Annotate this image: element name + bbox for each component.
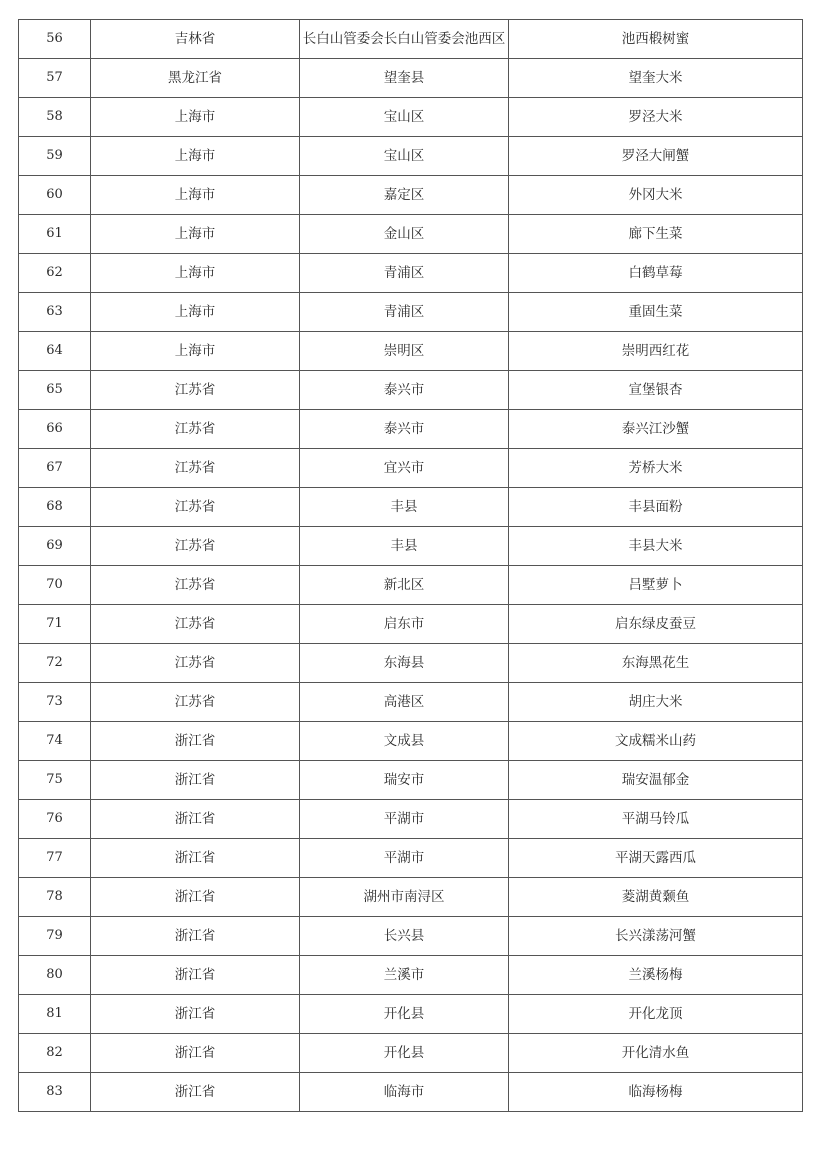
row-number: 80 (19, 956, 91, 995)
product-cell: 平湖天露西瓜 (509, 839, 803, 878)
district-cell: 丰县 (300, 527, 509, 566)
table-row (19, 644, 803, 683)
province-cell: 江苏省 (91, 527, 300, 566)
product-cell: 平湖马铃瓜 (509, 800, 803, 839)
province-cell: 浙江省 (91, 722, 300, 761)
province-cell: 浙江省 (91, 1034, 300, 1073)
district-cell: 丰县 (300, 488, 509, 527)
row-number: 59 (19, 137, 91, 176)
district-cell: 启东市 (300, 605, 509, 644)
table-row (19, 839, 803, 878)
product-cell: 瑞安温郁金 (509, 761, 803, 800)
product-cell: 兰溪杨梅 (509, 956, 803, 995)
table-row (19, 917, 803, 956)
product-cell: 池西椴树蜜 (509, 20, 803, 59)
district-cell: 宝山区 (300, 137, 509, 176)
product-cell: 开化清水鱼 (509, 1034, 803, 1073)
table-row (19, 878, 803, 917)
row-number: 65 (19, 371, 91, 410)
row-number: 58 (19, 98, 91, 137)
table-row (19, 1073, 803, 1112)
product-cell: 罗泾大闸蟹 (509, 137, 803, 176)
district-cell: 长白山管委会长白山管委会池西区 (300, 20, 509, 59)
row-number: 81 (19, 995, 91, 1034)
table-row (19, 956, 803, 995)
product-cell: 罗泾大米 (509, 98, 803, 137)
province-cell: 上海市 (91, 176, 300, 215)
district-cell: 平湖市 (300, 839, 509, 878)
table-row (19, 1034, 803, 1073)
product-cell: 文成糯米山药 (509, 722, 803, 761)
table-row (19, 995, 803, 1034)
province-cell: 上海市 (91, 293, 300, 332)
district-cell: 崇明区 (300, 332, 509, 371)
table-row (19, 254, 803, 293)
province-cell: 上海市 (91, 98, 300, 137)
province-cell: 浙江省 (91, 761, 300, 800)
row-number: 64 (19, 332, 91, 371)
row-number: 66 (19, 410, 91, 449)
district-cell: 湖州市南浔区 (300, 878, 509, 917)
row-number: 69 (19, 527, 91, 566)
table-row (19, 332, 803, 371)
product-cell: 白鹤草莓 (509, 254, 803, 293)
product-cell: 吕墅萝卜 (509, 566, 803, 605)
product-cell: 宣堡银杏 (509, 371, 803, 410)
row-number: 67 (19, 449, 91, 488)
product-table (18, 19, 803, 1112)
product-cell: 崇明西红花 (509, 332, 803, 371)
product-cell: 廊下生菜 (509, 215, 803, 254)
row-number: 76 (19, 800, 91, 839)
province-cell: 江苏省 (91, 566, 300, 605)
province-cell: 江苏省 (91, 644, 300, 683)
product-cell: 泰兴江沙蟹 (509, 410, 803, 449)
table-body (19, 20, 803, 1112)
province-cell: 浙江省 (91, 800, 300, 839)
district-cell: 高港区 (300, 683, 509, 722)
district-cell: 东海县 (300, 644, 509, 683)
product-cell: 望奎大米 (509, 59, 803, 98)
district-cell: 青浦区 (300, 293, 509, 332)
province-cell: 浙江省 (91, 917, 300, 956)
district-cell: 开化县 (300, 1034, 509, 1073)
product-cell: 外冈大米 (509, 176, 803, 215)
district-cell: 平湖市 (300, 800, 509, 839)
product-cell: 长兴漾荡河蟹 (509, 917, 803, 956)
table-row (19, 371, 803, 410)
province-cell: 江苏省 (91, 488, 300, 527)
product-cell: 东海黑花生 (509, 644, 803, 683)
district-cell: 文成县 (300, 722, 509, 761)
table-row (19, 722, 803, 761)
district-cell: 宜兴市 (300, 449, 509, 488)
province-cell: 浙江省 (91, 995, 300, 1034)
province-cell: 上海市 (91, 137, 300, 176)
product-cell: 临海杨梅 (509, 1073, 803, 1112)
product-cell: 丰县面粉 (509, 488, 803, 527)
province-cell: 黑龙江省 (91, 59, 300, 98)
province-cell: 江苏省 (91, 371, 300, 410)
table-row (19, 215, 803, 254)
province-cell: 浙江省 (91, 839, 300, 878)
province-cell: 上海市 (91, 332, 300, 371)
row-number: 74 (19, 722, 91, 761)
product-cell: 芳桥大米 (509, 449, 803, 488)
table-row (19, 683, 803, 722)
product-cell: 启东绿皮蚕豆 (509, 605, 803, 644)
table-row (19, 176, 803, 215)
district-cell: 宝山区 (300, 98, 509, 137)
table-row (19, 137, 803, 176)
row-number: 73 (19, 683, 91, 722)
table-row (19, 98, 803, 137)
province-cell: 吉林省 (91, 20, 300, 59)
district-cell: 长兴县 (300, 917, 509, 956)
row-number: 77 (19, 839, 91, 878)
table-row (19, 800, 803, 839)
province-cell: 上海市 (91, 254, 300, 293)
district-cell: 望奎县 (300, 59, 509, 98)
row-number: 61 (19, 215, 91, 254)
row-number: 71 (19, 605, 91, 644)
row-number: 72 (19, 644, 91, 683)
table-row (19, 761, 803, 800)
province-cell: 浙江省 (91, 1073, 300, 1112)
row-number: 56 (19, 20, 91, 59)
district-cell: 嘉定区 (300, 176, 509, 215)
table-row (19, 527, 803, 566)
row-number: 57 (19, 59, 91, 98)
row-number: 79 (19, 917, 91, 956)
row-number: 83 (19, 1073, 91, 1112)
table-row (19, 59, 803, 98)
table-row (19, 449, 803, 488)
table-row (19, 410, 803, 449)
province-cell: 上海市 (91, 215, 300, 254)
row-number: 60 (19, 176, 91, 215)
product-cell: 胡庄大米 (509, 683, 803, 722)
district-cell: 新北区 (300, 566, 509, 605)
district-cell: 泰兴市 (300, 410, 509, 449)
district-cell: 瑞安市 (300, 761, 509, 800)
table-row (19, 566, 803, 605)
table-row (19, 488, 803, 527)
province-cell: 浙江省 (91, 956, 300, 995)
product-cell: 菱湖黄颡鱼 (509, 878, 803, 917)
product-cell: 开化龙顶 (509, 995, 803, 1034)
province-cell: 江苏省 (91, 410, 300, 449)
district-cell: 兰溪市 (300, 956, 509, 995)
row-number: 68 (19, 488, 91, 527)
province-cell: 江苏省 (91, 605, 300, 644)
row-number: 63 (19, 293, 91, 332)
table-row (19, 20, 803, 59)
product-cell: 重固生菜 (509, 293, 803, 332)
district-cell: 泰兴市 (300, 371, 509, 410)
province-cell: 浙江省 (91, 878, 300, 917)
row-number: 75 (19, 761, 91, 800)
district-cell: 金山区 (300, 215, 509, 254)
table-row (19, 605, 803, 644)
province-cell: 江苏省 (91, 683, 300, 722)
row-number: 70 (19, 566, 91, 605)
district-cell: 临海市 (300, 1073, 509, 1112)
district-cell: 开化县 (300, 995, 509, 1034)
province-cell: 江苏省 (91, 449, 300, 488)
product-cell: 丰县大米 (509, 527, 803, 566)
table-row (19, 293, 803, 332)
district-cell: 青浦区 (300, 254, 509, 293)
row-number: 78 (19, 878, 91, 917)
row-number: 82 (19, 1034, 91, 1073)
row-number: 62 (19, 254, 91, 293)
